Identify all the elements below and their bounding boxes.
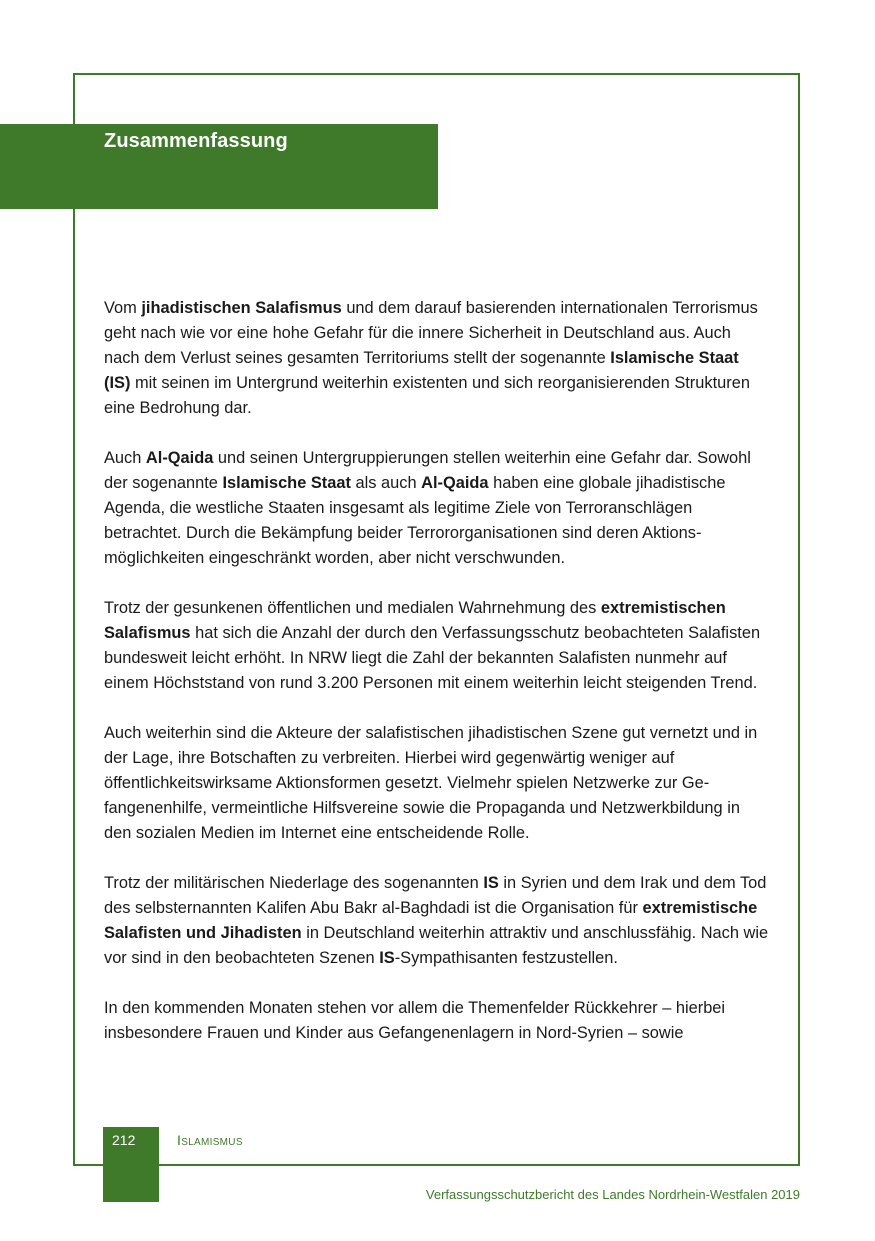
bold-term: Al-Qaida <box>145 449 214 467</box>
section-name: Islamismus <box>177 1132 243 1148</box>
bold-term: jihadistischen Salafismus <box>141 299 342 317</box>
bold-term: extremistische Salafisten und Jihadisten <box>104 899 758 942</box>
text-run: hat sich die Anzahl der durch den Verfassungsschutz beobachteten Salafisten bundesweit leicht erhöht. In NRW liegt die Zahl der bekannten Salafisten nunmehr auf einem Höchststand von rund 3.200 Personen mit einem weiterhin leicht steigenden Trend. <box>104 624 761 692</box>
text-run: Auch <box>104 449 146 467</box>
page-number: 212 <box>112 1132 136 1148</box>
text-run: Trotz der gesunkenen öffentlichen und medialen Wahrnehmung des <box>104 599 601 617</box>
text-run: in Deutschland weiterhin attraktiv und anschlussfähig. Nach wie vor sind in den beobachteten Szenen <box>104 924 769 967</box>
bold-term: Islamische Staat <box>222 474 351 492</box>
bold-term: IS <box>379 949 395 967</box>
text-run: Vom <box>104 299 142 317</box>
text-run: haben eine globale jihadistische Agenda, die westliche Staaten insgesamt als legitime Ziele von Terroranschlägen betrachtet. Durch die Bekämpfung beider Terrororganisationen sind deren Aktionsmöglichkeiten eingeschränkt worden, aber nicht verschwunden. <box>104 474 726 567</box>
text-run: Auch weiterhin sind die Akteure der salafistischen jihadistischen Szene gut vernetzt und in der Lage, ihre Botschaften zu verbreiten. Hierbei wird gegenwärtig weniger auf öffentlichkeitswirksame Aktionsformen gesetzt. Vielmehr spielen Netzwerke zur Gefangenenhilfe, vermeintliche Hilfsvereine sowie die Propaganda und Netzwerkbildung in den sozialen Medien im Internet eine entscheidende Rolle. <box>104 724 758 842</box>
bold-term: Islamische Staat (IS) <box>104 349 739 392</box>
paragraph <box>104 596 769 696</box>
bold-term: extremistischen Salafismus <box>104 599 726 642</box>
text-run: -Sympathisanten festzustellen. <box>394 949 618 967</box>
bold-term: Al-Qaida <box>421 474 489 492</box>
paragraph <box>104 446 769 571</box>
text-run: und dem darauf basierenden internationalen Terrorismus geht nach wie vor eine hohe Gefahr für die innere Sicherheit in Deutschland aus. Auch nach dem Verlust seines gesamten Territoriums stellt der sogenannte <box>104 299 758 367</box>
text-run: Trotz der militärischen Niederlage des sogenannten <box>104 874 484 892</box>
paragraph <box>104 871 769 971</box>
publication-title: Verfassungsschutzbericht des Landes Nordrhein-Westfalen 2019 <box>425 1187 800 1202</box>
text-run: als auch <box>350 474 422 492</box>
paragraph <box>104 296 769 421</box>
paragraph <box>104 996 769 1046</box>
text-run: in Syrien und dem Irak und dem Tod des selbsternannten Kalifen Abu Bakr al-Baghdadi ist die Organisation für <box>104 874 767 917</box>
text-run: und seinen Untergruppierungen stellen weiterhin eine Gefahr dar. Sowohl der sogenannte <box>104 449 751 492</box>
bold-term: IS <box>483 874 499 892</box>
text-run: mit seinen im Untergrund weiterhin existenten und sich reorganisierenden Strukturen eine Bedrohung dar. <box>104 374 750 417</box>
body-text <box>104 296 769 1071</box>
page-title: Zusammenfassung <box>104 130 288 152</box>
text-run: In den kommenden Monaten stehen vor allem die Themenfelder Rückkehrer – hierbei insbesondere Frauen und Kinder aus Gefangenenlagern in Nord-Syrien – sowie <box>104 999 726 1042</box>
paragraph <box>104 721 769 846</box>
